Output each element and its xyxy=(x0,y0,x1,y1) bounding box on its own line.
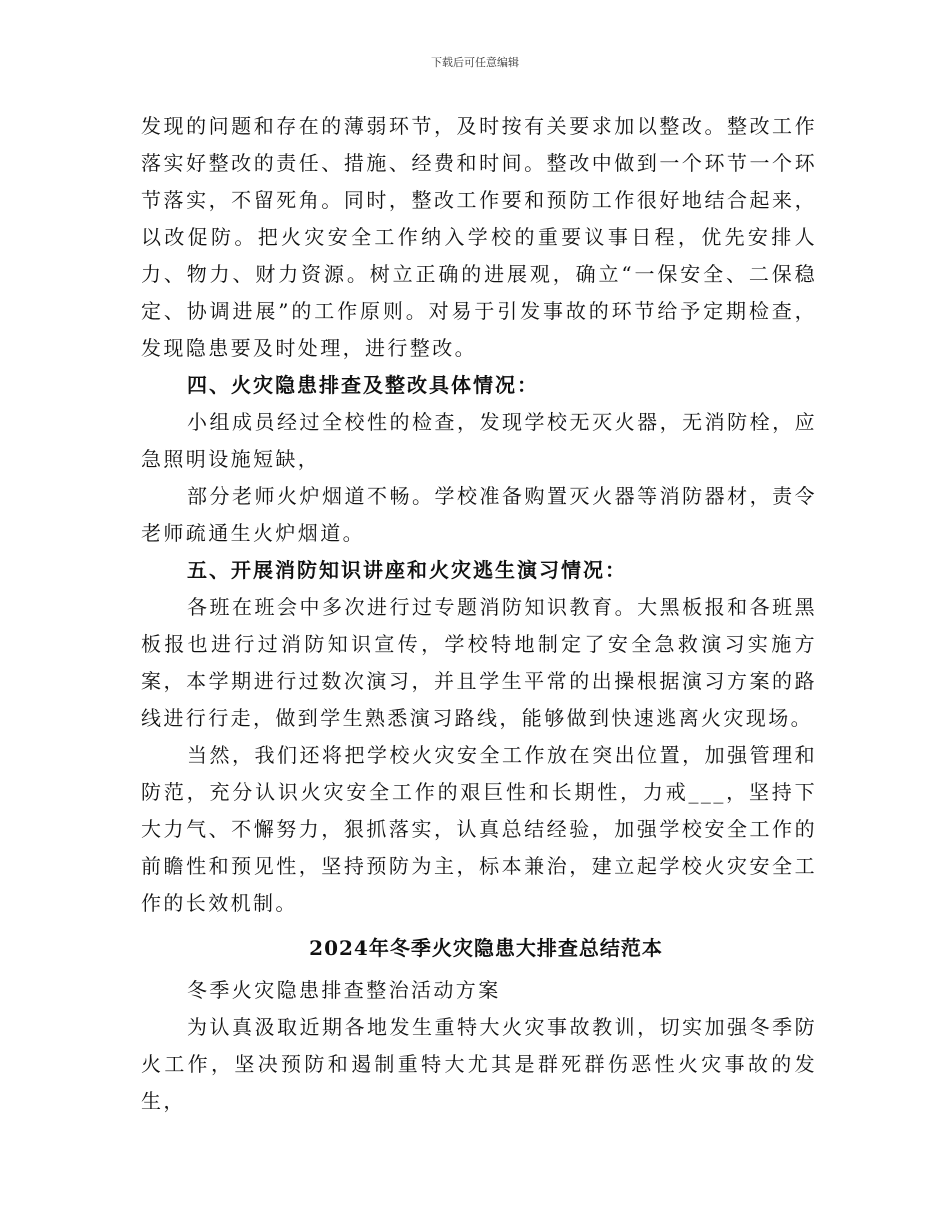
paragraph-plan-title: 冬季火灾隐患排查整治活动方案 xyxy=(187,978,501,1002)
section-heading-5: 五、开展消防知识讲座和火灾逃生演习情况： xyxy=(187,558,627,582)
paragraph-stove-flues: 部分老师火炉烟道不畅。学校准备购置灭火器等消防器材，责令老师疏通生火炉烟道。 xyxy=(141,484,817,545)
page-header-note: 下载后可任意编辑 xyxy=(431,56,519,69)
section-heading-4: 四、火灾隐患排查及整改具体情况： xyxy=(187,373,539,397)
paragraph-rectification: 发现的问题和存在的薄弱环节，及时按有关要求加以整改。整改工作落实好整改的责任、措施、经费和时间。整改中做到一个环节一个环节落实，不留死角。同时，整改工作要和预防工作很好地结合起来，以改促防。把火灾安全工作纳入学校的重要议事日程，优先安排人力、物力、财力资源。树立正确的进展观，确立“一保安全、二保稳定、协调进展”的工作原则。对易于引发事故的环节给予定期检查，发现隐患要及时处理，进行整改。 xyxy=(141,114,817,360)
document-body xyxy=(141,108,817,1120)
paragraph-long-term-mechanism: 当然，我们还将把学校火灾安全工作放在突出位置，加强管理和防范，充分认识火灾安全工作的艰巨性和长期性，力戒___，坚持下大力气、不懈努力，狠抓落实，认真总结经验，加强学校安全工作的前瞻性和预见性，坚持预防为主，标本兼治，建立起学校火灾安全工作的长效机制。 xyxy=(141,743,817,915)
paragraph-fire-drills: 各班在班会中多次进行过专题消防知识教育。大黑板报和各班黑板报也进行过消防知识宣传，学校特地制定了安全急救演习实施方案，本学期进行过数次演习，并且学生平常的出操根据演习方案的路线进行行走，做到学生熟悉演习路线，能够做到快速逃离火灾现场。 xyxy=(141,595,817,730)
paragraph-inspection-findings: 小组成员经过全校性的检查，发现学校无灭火器，无消防栓，应急照明设施短缺， xyxy=(141,410,817,471)
paragraph-plan-intro: 为认真汲取近期各地发生重特大火灾事故教训，切实加强冬季防火工作，坚决预防和遏制重特大尤其是群死群伤恶性火灾事故的发生， xyxy=(141,1015,817,1113)
document-title: 2024年冬季火灾隐患大排查总结范本 xyxy=(309,936,663,960)
